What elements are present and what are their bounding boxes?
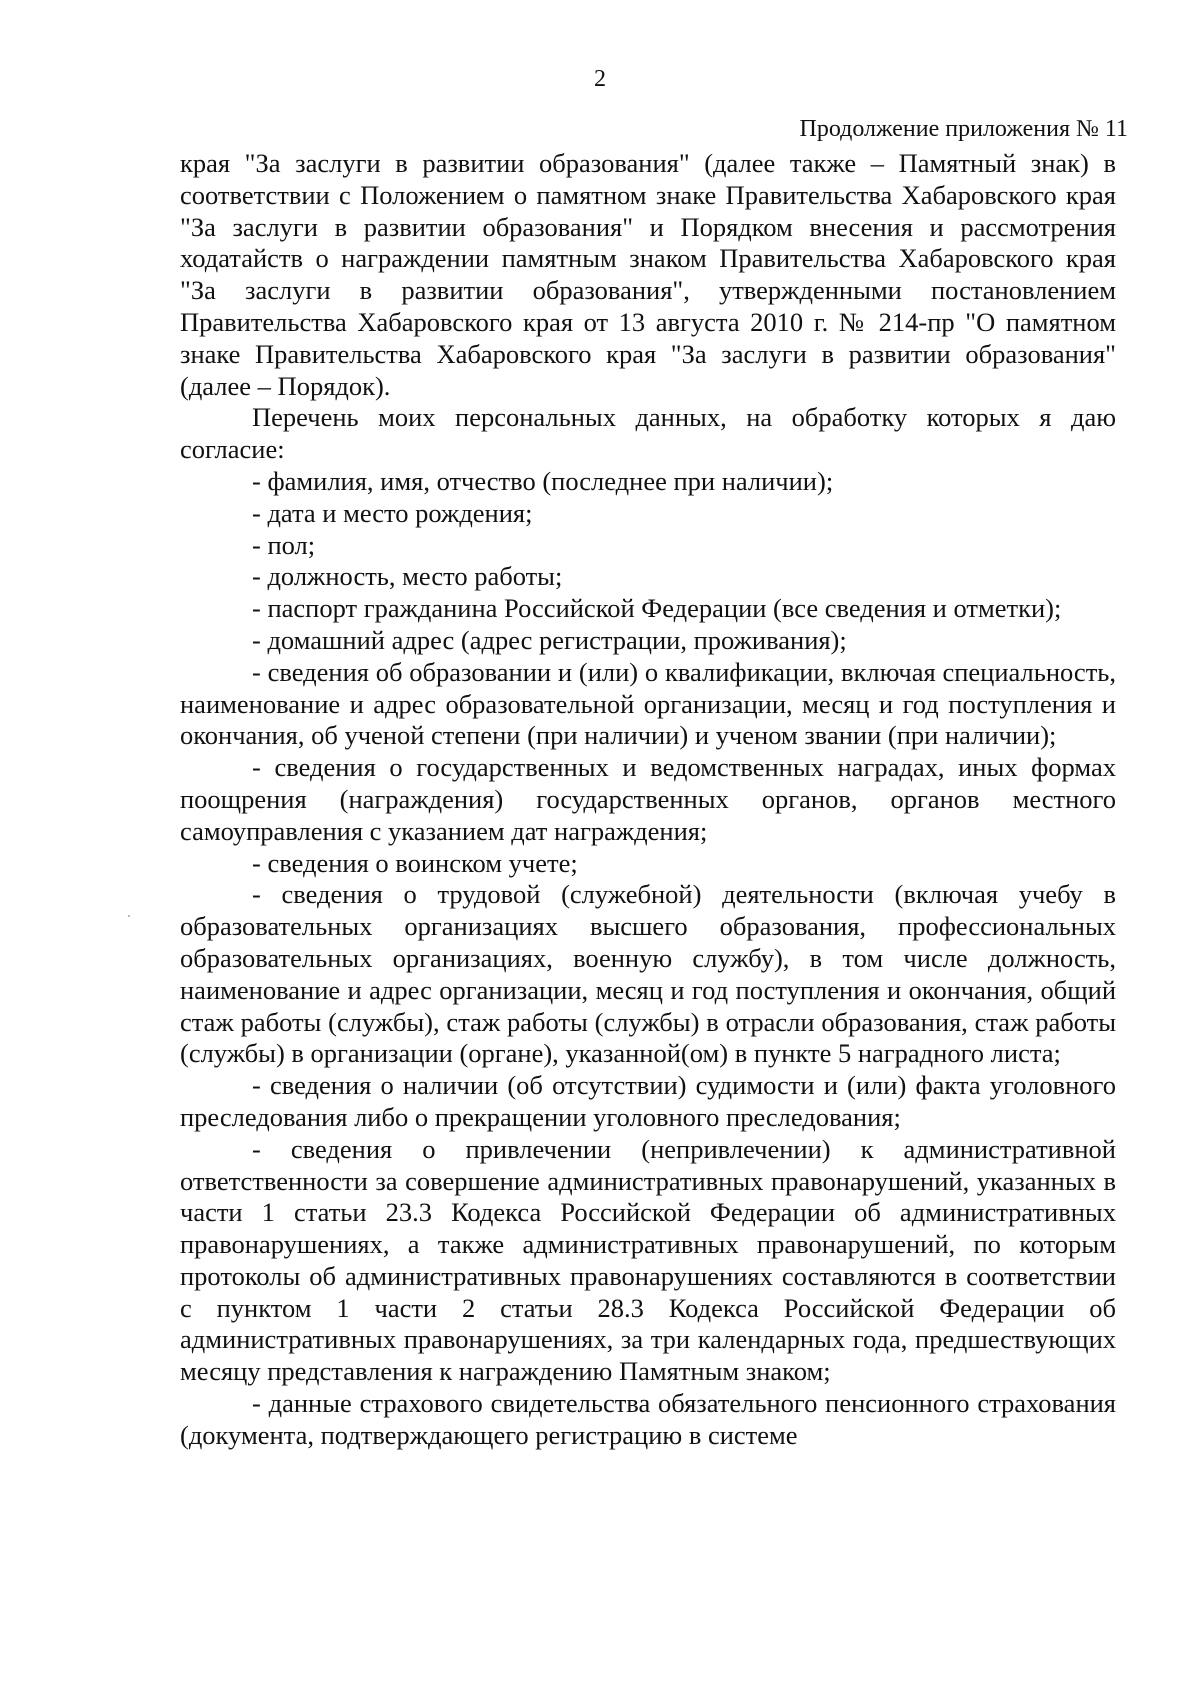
- continuation-header: Продолжение приложения № 11: [799, 116, 1128, 142]
- list-item: - данные страхового свидетельства обязательного пенсионного страхования (документа, подтверждающего регистрацию в системе: [180, 1388, 1116, 1450]
- list-heading: Перечень моих персональных данных, на обработку которых я даю согласие:: [180, 402, 1116, 465]
- list-item: - сведения о государственных и ведомственных наградах, иных формах поощрения (награждения) государственных органов, органов местного самоуправления с указанием дат награждения;: [180, 752, 1116, 846]
- list-item: - фамилия, имя, отчество (последнее при наличии);: [252, 465, 834, 496]
- list-item: - дата и место рождения;: [252, 497, 533, 528]
- list-item: - сведения о привлечении (непривлечении) к административной ответственности за совершение административных правонарушений, указанных в части 1 статьи 23.3 Кодекса Российской Федерации об административных правонарушениях, а также административных правонарушений, по которым протоколы об административных правонарушениях составляются в соответствии с пунктом 1 части 2 статьи 28.3 Кодекса Российской Федерации об административных правонарушениях, за три календарных года, предшествующих месяцу представления к награждению Памятным знаком;: [180, 1133, 1116, 1387]
- scan-artifact: [128, 915, 130, 917]
- list-item: - должность, место работы;: [252, 561, 563, 592]
- list-item: - сведения о воинском учете;: [252, 847, 578, 878]
- list-item: - сведения о наличии (об отсутствии) судимости и (или) факта уголовного преследования либо о прекращении уголовного преследования;: [180, 1070, 1116, 1132]
- list-item: - сведения об образовании и (или) о квалификации, включая специальность, наименование и адрес образовательной организации, месяц и год поступления и окончания, об ученой степени (при наличии) и ученом звании (при наличии);: [180, 656, 1116, 751]
- intro-paragraph: края "За заслуги в развитии образования" (далее также – Памятный знак) в соответствии с Положением о памятном знаке Правительства Хабаровского края "За заслуги в развитии образования" и Порядком внесения и рассмотрения ходатайств о награждении памятным знаком Правительства Хабаровского края "За заслуги в развитии образования", утвержденными постановлением Правительства Хабаровского края от 13 августа 2010 г. № 214-пр "О памятном знаке Правительства Хабаровского края "За заслуги в развитии образования" (далее – Порядок).: [180, 148, 1116, 401]
- document-body: [180, 148, 1116, 1452]
- list-item: - сведения о трудовой (служебной) деятельности (включая учебу в образовательных организациях высшего образования, профессиональных образовательных организациях, военную службу), в том числе должность, наименование и адрес организации, месяц и год поступления и окончания, общий стаж работы (службы), стаж работы (службы) в отрасли образования, стаж работы (службы) в организации (органе), указанной(ом) в пункте 5 наградного листа;: [180, 879, 1116, 1069]
- page-number: 2: [594, 66, 606, 92]
- list-item: - домашний адрес (адрес регистрации, проживания);: [252, 624, 847, 655]
- list-item: - паспорт гражданина Российской Федерации (все сведения и отметки);: [252, 593, 1062, 624]
- list-item: - пол;: [252, 529, 316, 560]
